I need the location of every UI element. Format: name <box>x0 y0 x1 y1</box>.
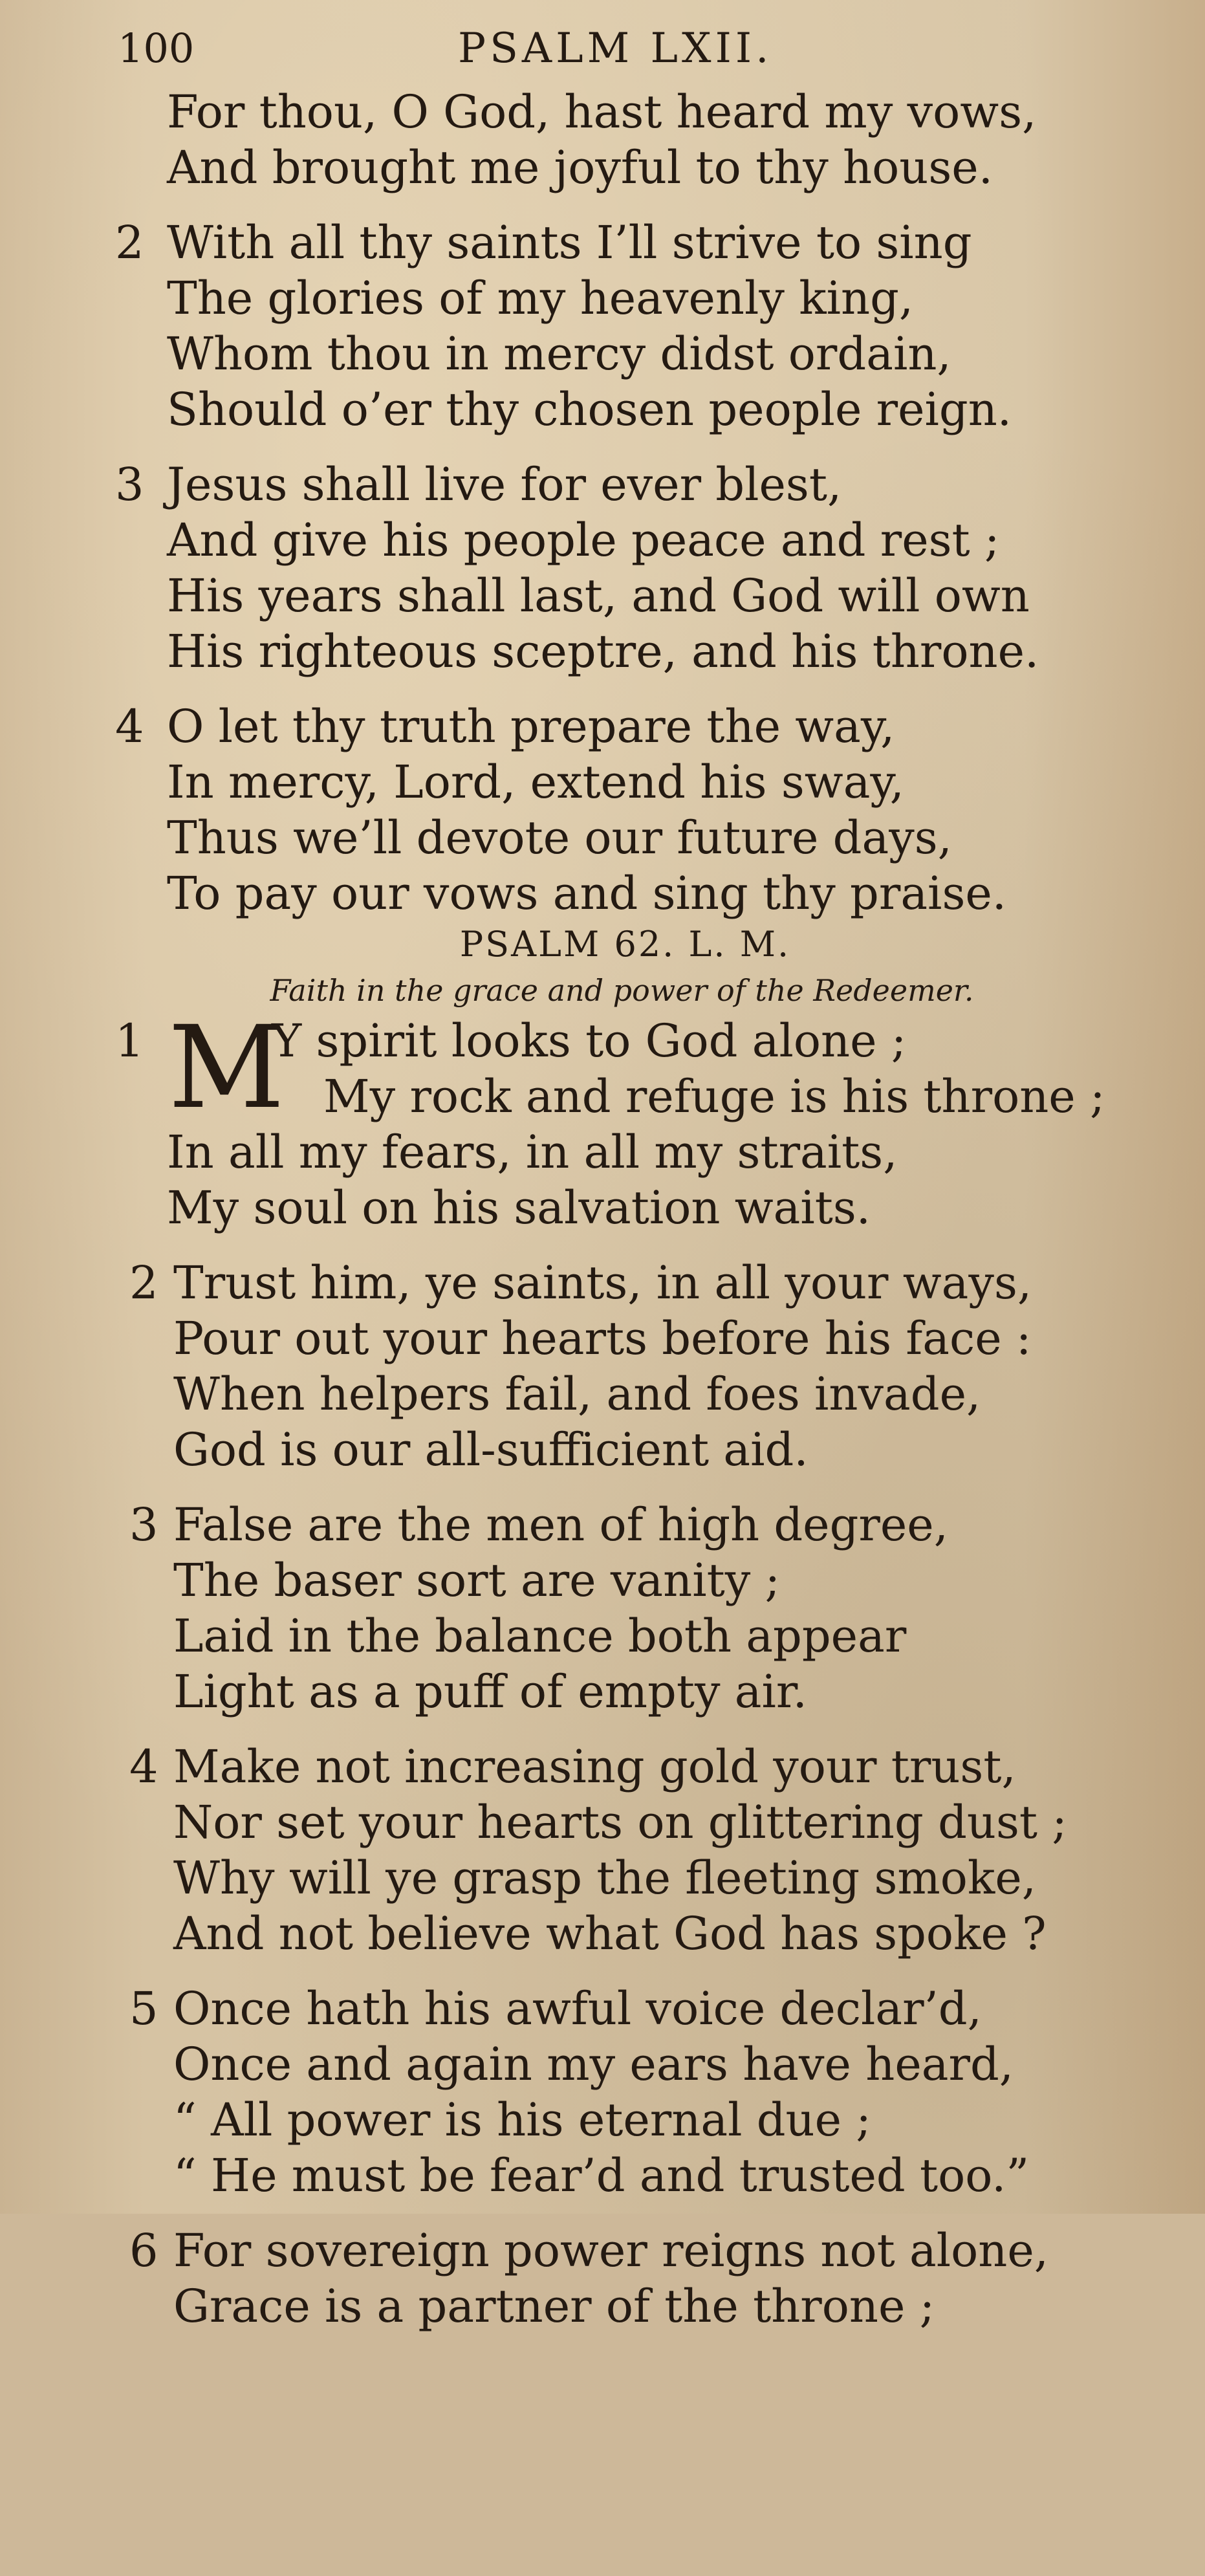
stanza <box>0 1255 1205 1478</box>
verse-line: Light as a puff of empty air. <box>173 1665 807 1718</box>
page-text <box>0 84 1205 2576</box>
stanza-number: 6 <box>129 2224 158 2277</box>
verse-line: 2 Trust him, ye saints, in all your ways, <box>129 1256 1032 1309</box>
stanza-number: 2 <box>129 1256 158 1309</box>
verse-line: His righteous sceptre, and his throne. <box>167 625 1039 678</box>
stanza <box>0 2465 1205 2576</box>
verse-line: The baser sort are vanity ; <box>173 1554 781 1607</box>
stanza-number: 3 <box>115 458 144 511</box>
stanza <box>0 1497 1205 1719</box>
running-head: PSALM LXII. <box>458 25 773 72</box>
verse-line: His years shall last, and God will own <box>167 569 1030 622</box>
stanza-number: 3 <box>129 1498 158 1551</box>
stanza <box>0 1739 1205 1961</box>
verse-line: To pay our vows and sing thy praise. <box>167 867 1007 920</box>
verse-line: 1 M Y spirit looks to God alone ; <box>115 1001 907 1134</box>
stanza <box>0 1981 1205 2203</box>
verse-line: For thou, O God, hast heard my vows, <box>167 85 1037 138</box>
verse-line: 3 False are the men of high degree, <box>129 1498 948 1551</box>
stanza-continued <box>0 84 1205 195</box>
verse-line: Why will ye grasp the fleeting smoke, <box>173 1851 1036 1905</box>
stanza-number: 4 <box>129 1740 158 1793</box>
verse-line: And give his people peace and rest ; <box>167 514 1000 567</box>
verse-line: When helpers fail, and foes invade, <box>173 1368 981 1421</box>
verse-line: Nor set your hearts on glittering dust ; <box>173 1796 1067 1849</box>
page-header <box>0 25 1205 83</box>
verse-line: 4 O let thy truth prepare the way, <box>115 700 895 753</box>
verse-line: “ He must be fear’d and trusted too.” <box>173 2149 1030 2202</box>
verse-line: 5 Once hath his awful voice declar’d, <box>129 1982 982 2035</box>
drop-cap: M <box>168 1001 285 1134</box>
verse-line: 4 Make not increasing gold your trust, <box>129 1740 1016 1793</box>
psalm-title: PSALM 62. L. M. <box>459 924 791 965</box>
verse-line <box>0 2520 1205 2576</box>
verse-line: Thus we’ll devote our future days, <box>167 811 952 864</box>
verse-line: Once and again my ears have heard, <box>173 2038 1014 2091</box>
verse-line: Laid in the balance both appear <box>173 1610 907 1663</box>
verse-line: Should o’er thy chosen people reign. <box>167 383 1012 436</box>
verse-line: In mercy, Lord, extend his sway, <box>167 756 904 809</box>
stanza <box>0 215 1205 437</box>
verse-line: 6 For sovereign power reigns not alone, <box>129 2224 1049 2277</box>
verse-line: And not believe what God has spoke ? <box>173 1907 1047 1960</box>
stanza <box>0 699 1205 921</box>
verse-line: 3 Jesus shall live for ever blest, <box>115 458 842 511</box>
verse-line <box>0 2465 1205 2520</box>
stanza-number: 5 <box>129 1982 158 2035</box>
stanza-number: 2 <box>115 216 144 269</box>
verse-line: In all my fears, in all my straits, <box>167 1126 898 1179</box>
verse-line: Grace is a partner of the throne ; <box>173 2280 935 2333</box>
verse-line: 2 With all thy saints I’ll strive to sing <box>115 216 972 269</box>
verse-line: Pour out your hearts before his face : <box>173 1312 1032 1365</box>
stanza-number: 4 <box>115 700 144 753</box>
verse-line: My rock and refuge is his throne ; <box>323 1070 1105 1123</box>
verse-line: God is our all-sufficient aid. <box>173 1423 809 1476</box>
verse-line: The glories of my heavenly king, <box>167 272 914 325</box>
verse-line: My soul on his salvation waits. <box>167 1181 871 1234</box>
page-number: 100 <box>118 25 195 72</box>
verse-line <box>0 2334 1205 2390</box>
stanza <box>0 457 1205 679</box>
verse-line: “ All power is his eternal due ; <box>173 2093 871 2146</box>
stanza <box>0 2223 1205 2445</box>
verse-line: And brought me joyful to thy house. <box>167 141 993 194</box>
verse-line <box>0 2390 1205 2445</box>
psalm-subtitle: Faith in the grace and power of the Redeemer. <box>270 973 974 1008</box>
stanza-number: 1 <box>115 1014 144 1067</box>
verse-line: Whom thou in mercy didst ordain, <box>167 327 951 380</box>
stanza <box>0 1001 1205 1236</box>
